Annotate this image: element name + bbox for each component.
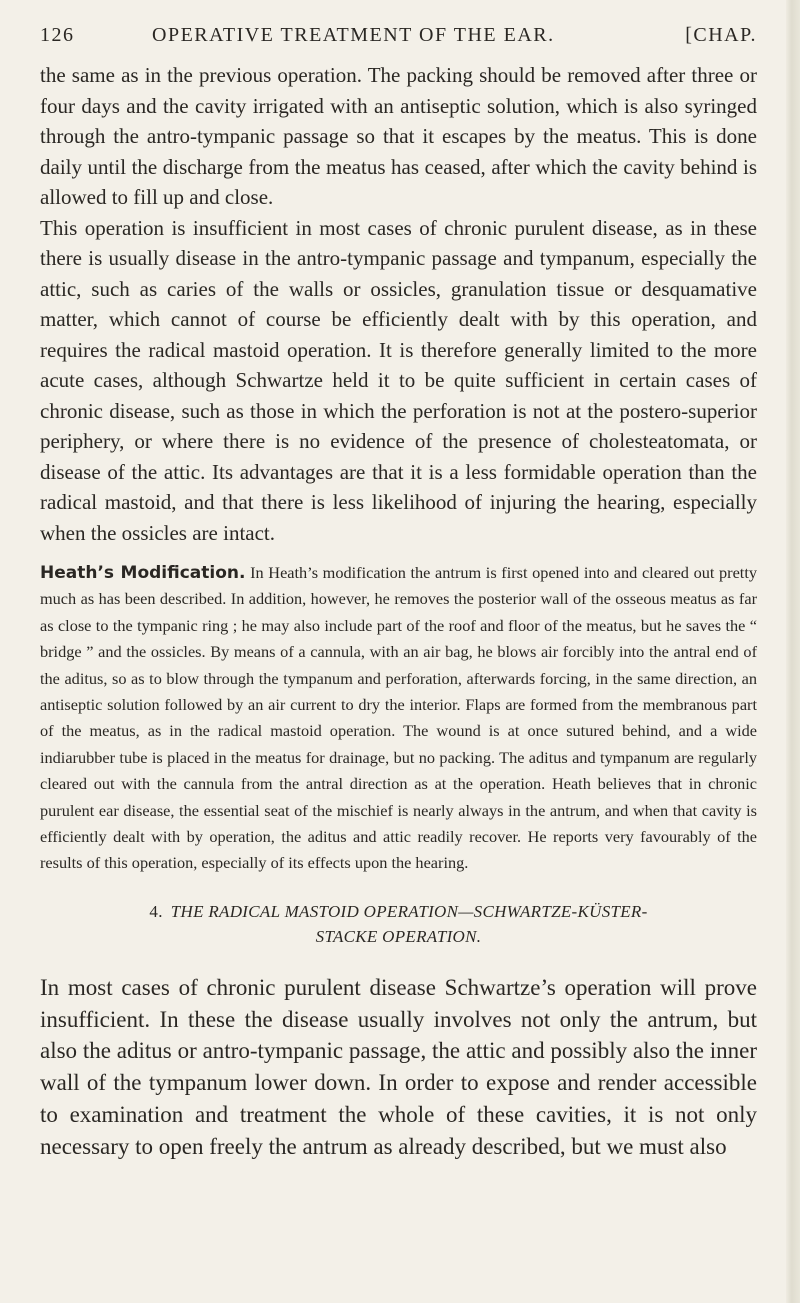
paragraph: In most cases of chronic purulent disease Schwartze’s operation will prove insufficient. In these the disease usually involves not only the antrum, but also the aditus or antro-tympanic passage, the attic and possibly also the inner wall of the tympanum lower down. In order to expose and render accessible to examination and treatment the whole of these cavities, it is not only necessary to open freely the antrum as already described, but we must also — [40, 974, 757, 1159]
heath-modification — [40, 560, 757, 877]
main-text — [40, 60, 757, 548]
book-page — [40, 18, 757, 1186]
paragraph: the same as in the previous operation. The packing should be removed after three or four days and the cavity irrigated with an antiseptic solution, which is also syringed through the antro-tympanic passage so that it escapes by the meatus. This is done daily until the discharge from the meatus has ceased, after which the cavity behind is allowed to fill up and close. — [40, 63, 757, 209]
paragraph: This operation is insufficient in most cases of chronic purulent disease, as in these there is usually disease in the antro-tympanic passage and tympanum, especially the attic, such as caries of the walls or ossicles, granulation tissue or desquamative matter, which cannot of course be efficiently dealt with by this operation, and requires the radical mastoid operation. It is therefore generally limited to the more acute cases, although Schwartze held it to be quite sufficient in certain cases of chronic disease, such as those in which the perforation is not at the postero-superior periphery, or where there is no evidence of the presence of cholesteatomata, or disease of the attic. Its advantages are that it is a less formidable operation than the radical mastoid, and that there is less likelihood of injuring the hearing, especially when the ossicles are intact. — [40, 215, 757, 545]
subsection-text: In Heath’s modification the antrum is first opened into and cleared out pretty much as has been described. In addition, however, he removes the posterior wall of the osseous meatus as far as close to the tympanic ring ; he may also include part of the roof and floor of the meatus, but he saves the “ bridge ” and the ossicles. By means of a cannula, with an air bag, he blows air forcibly into the antral end of the aditus, so as to blow through the tympanum and perforation, afterwards forcing, in the same direction, an antiseptic solution followed by an air current to dry the interior. Flaps are formed from the membranous part of the meatus, as in the radical mastoid operation. The wound is at once sutured behind, and a wide indiarubber tube is placed in the meatus for drainage, but no packing. The aditus and tympanum are regularly cleared out with the cannula from the antral direction as at the operation. Heath believes that in chronic purulent ear disease, the essential seat of the mischief is nearly always in the antrum, and when that cavity is efficiently dealt with by operation, the aditus and attic readily recover. He reports very favourably of the results of this operation, especially of its effects upon the hearing. — [40, 563, 757, 873]
section-number: 4. — [149, 901, 163, 921]
page-number: 126 — [40, 24, 75, 46]
running-header — [40, 18, 757, 48]
running-title: OPERATIVE TREATMENT OF THE EAR. — [152, 24, 555, 46]
page-edge — [786, 0, 800, 1303]
section-title-line2: STACKE OPERATION. — [315, 926, 482, 946]
section-title-line1: THE RADICAL MASTOID OPERATION—SCHWARTZE-KÜSTER- — [170, 901, 648, 921]
section-heading — [40, 899, 757, 949]
chapter-marker: [CHAP. — [685, 24, 757, 46]
final-text — [40, 972, 757, 1163]
subsection-heading: Heath’s Modification. — [40, 563, 246, 583]
